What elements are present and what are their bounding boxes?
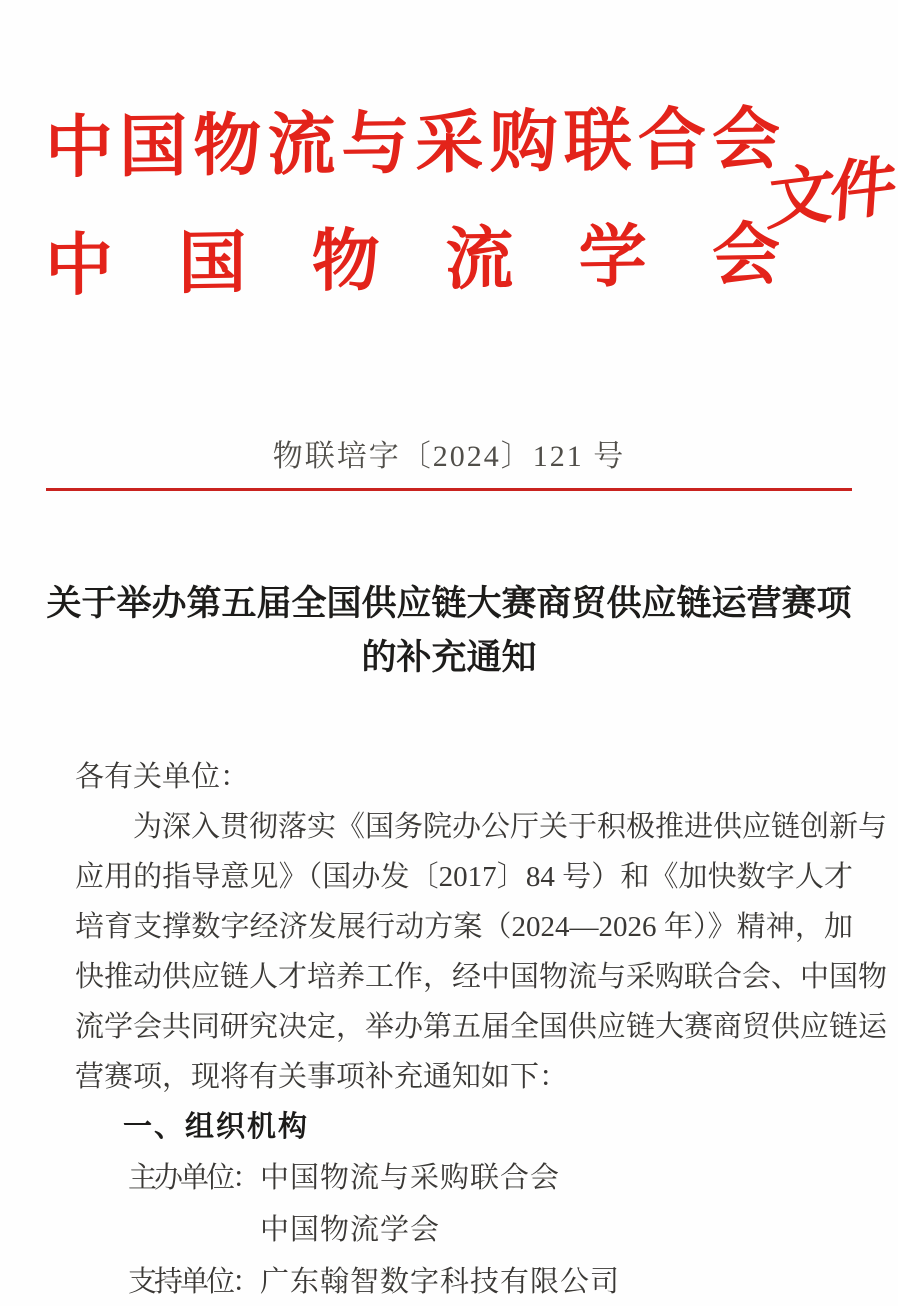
doc-number: 物联培字〔2024〕121 号 xyxy=(272,440,626,473)
paragraph-line-6: 营赛项，现将有关事项补充通知如下： xyxy=(75,1061,569,1093)
org-name-secondary: 中国物流学会 xyxy=(45,216,780,304)
red-divider-line xyxy=(46,488,852,491)
host-unit-block xyxy=(128,1152,853,1256)
doc-type-label: 文件 xyxy=(764,150,896,239)
salutation: 各有关单位： xyxy=(75,761,250,793)
paragraph-line-2: 应用的指导意见》（国办发〔2017〕84 号）和《加快数字人才 xyxy=(75,861,853,893)
paragraph-line-5: 流学会共同研究决定，举办第五届全国供应链大赛商贸供应链运 xyxy=(75,1011,888,1043)
paragraph-line-1: 为深入贯彻落实《国务院办公厅关于积极推进供应链创新与 xyxy=(133,811,888,843)
paragraph-line-4: 快推动供应链人才培养工作，经中国物流与采购联合会、中国物 xyxy=(75,961,888,993)
host-unit-value-1: 中国物流与采购联合会 xyxy=(260,1162,561,1194)
support-unit-value: 广东翰智数字科技有限公司 xyxy=(260,1266,621,1298)
host-unit-value-2: 中国物流学会 xyxy=(260,1214,441,1246)
support-unit-label: 支持单位： xyxy=(128,1266,259,1298)
title-line1: 关于举办第五届全国供应链大赛商贸供应链运营赛项 xyxy=(46,584,852,623)
document-title xyxy=(40,577,858,685)
title-line2: 的补充通知 xyxy=(361,638,537,677)
org-name-primary: 中国物流与采购联合会 xyxy=(45,101,780,186)
section-heading-organization: 一、组织机构 xyxy=(123,1111,310,1143)
host-unit-label: 主办单位： xyxy=(128,1162,259,1194)
support-unit-block xyxy=(128,1256,853,1306)
paragraph-line-3: 培育支撑数字经济发展行动方案（2024—2026 年）》精神，加 xyxy=(75,911,853,943)
document-body xyxy=(75,752,888,1306)
host-unit-label-spacer xyxy=(128,1204,260,1256)
